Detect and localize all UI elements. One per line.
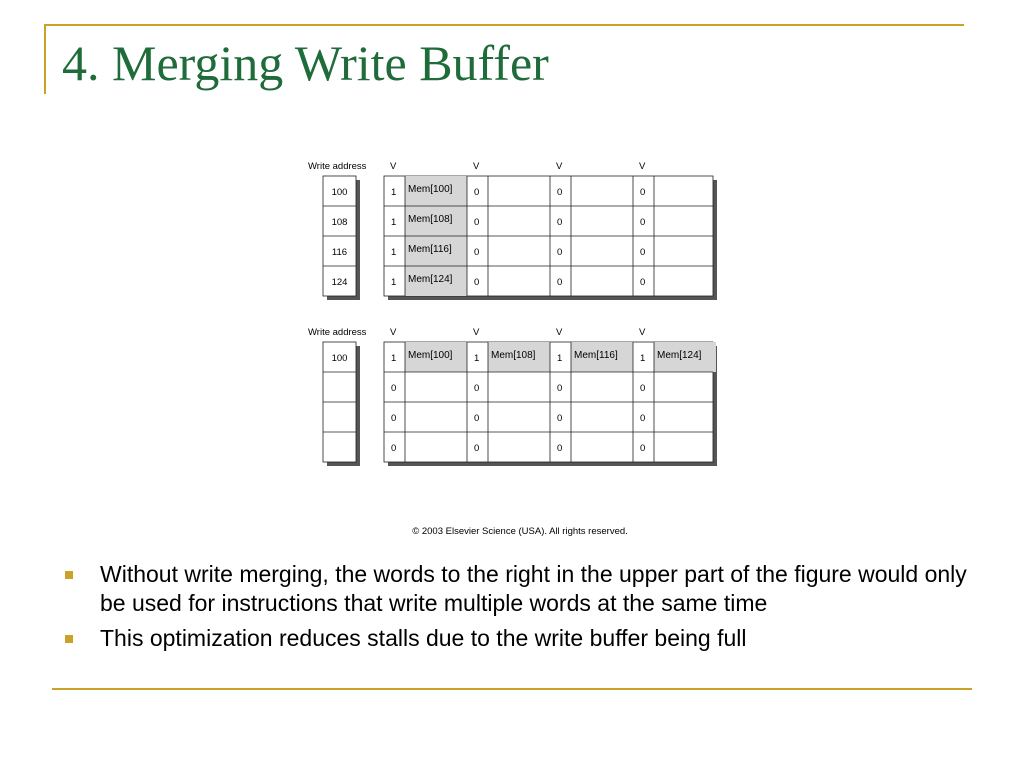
- data-cell-value: Mem[116]: [574, 350, 618, 361]
- valid-bit-header: V: [556, 161, 563, 172]
- data-cell-value: Mem[124]: [657, 350, 702, 361]
- valid-bit-header: V: [473, 161, 480, 172]
- valid-bit-value: 0: [391, 413, 397, 424]
- valid-bit-value: 0: [391, 443, 397, 454]
- valid-bit-value: 0: [640, 383, 646, 394]
- valid-bit-value: 0: [557, 187, 563, 198]
- bullet-marker: [65, 635, 73, 643]
- bullet-item: [60, 560, 970, 618]
- valid-bit-value: 0: [474, 277, 480, 288]
- valid-bit-header: V: [639, 327, 646, 338]
- valid-bit-value: 0: [640, 187, 646, 198]
- valid-bit-header: V: [473, 327, 480, 338]
- write-address-header: Write address: [308, 327, 367, 338]
- data-cell-value: Mem[108]: [408, 214, 453, 225]
- valid-bit-value: 1: [391, 277, 397, 288]
- write-buffer-figure: [300, 155, 730, 545]
- valid-bit-value: 0: [640, 277, 646, 288]
- write-address-value: 124: [331, 277, 348, 288]
- data-cell-value: Mem[100]: [408, 184, 453, 195]
- left-rule: [44, 24, 46, 94]
- valid-bit-value: 1: [474, 353, 480, 364]
- write-address-value: 108: [331, 217, 348, 228]
- data-cell-value: Mem[100]: [408, 350, 453, 361]
- bullet-marker: [65, 571, 73, 579]
- top-rule: [44, 24, 964, 26]
- bullet-list: [60, 560, 970, 659]
- bullet-text: This optimization reduces stalls due to the write buffer being full: [100, 625, 747, 651]
- write-address-header: Write address: [308, 161, 367, 172]
- bullet-text: Without write merging, the words to the right in the upper part of the figure would only be used for instructions that write multiple words at the same time: [100, 561, 967, 616]
- valid-bit-value: 0: [474, 187, 480, 198]
- valid-bit-value: 0: [640, 443, 646, 454]
- valid-bit-value: 0: [474, 383, 480, 394]
- valid-bit-value: 1: [391, 217, 397, 228]
- valid-bit-header: V: [390, 161, 397, 172]
- valid-bit-value: 0: [474, 413, 480, 424]
- valid-bit-value: 0: [474, 247, 480, 258]
- data-cell-value: Mem[124]: [408, 274, 453, 285]
- valid-bit-value: 1: [391, 187, 397, 198]
- valid-bit-value: 1: [640, 353, 646, 364]
- valid-bit-value: 1: [557, 353, 563, 364]
- write-address-value: 116: [331, 247, 348, 258]
- write-address-value: 100: [331, 187, 348, 198]
- figure-copyright: © 2003 Elsevier Science (USA). All rights reserved.: [412, 526, 628, 537]
- valid-bit-value: 0: [640, 413, 646, 424]
- valid-bit-value: 0: [474, 217, 480, 228]
- write-address-value: 100: [331, 353, 348, 364]
- bullet-item: [60, 624, 970, 653]
- valid-bit-header: V: [639, 161, 646, 172]
- valid-bit-value: 0: [557, 443, 563, 454]
- valid-bit-value: 0: [557, 217, 563, 228]
- valid-bit-header: V: [556, 327, 563, 338]
- valid-bit-header: V: [390, 327, 397, 338]
- valid-bit-value: 0: [391, 383, 397, 394]
- valid-bit-value: 0: [557, 413, 563, 424]
- slide-title: 4. Merging Write Buffer: [62, 35, 549, 91]
- data-cell-value: Mem[116]: [408, 244, 452, 255]
- valid-bit-value: 0: [474, 443, 480, 454]
- write-buffer-diagram: [300, 155, 730, 545]
- valid-bit-value: 0: [640, 247, 646, 258]
- valid-bit-value: 0: [557, 277, 563, 288]
- valid-bit-value: 0: [640, 217, 646, 228]
- valid-bit-value: 1: [391, 353, 397, 364]
- valid-bit-value: 1: [391, 247, 397, 258]
- bottom-rule: [52, 688, 972, 690]
- data-cell-value: Mem[108]: [491, 350, 536, 361]
- valid-bit-value: 0: [557, 383, 563, 394]
- valid-bit-value: 0: [557, 247, 563, 258]
